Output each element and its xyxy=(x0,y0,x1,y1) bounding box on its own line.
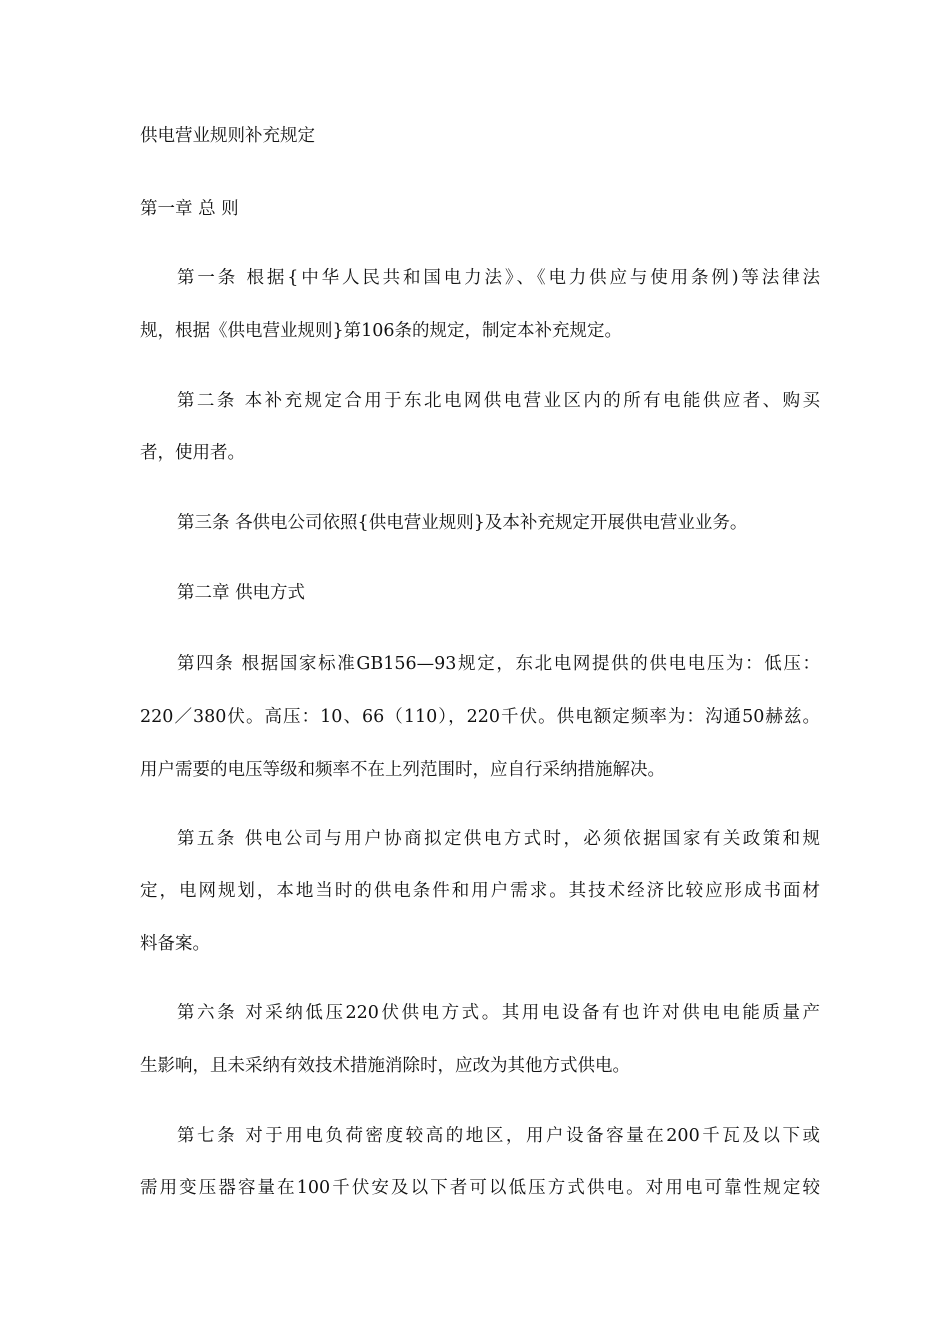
article-7-line-1: 第七条 对于用电负荷密度较高的地区，用户设备容量在200千瓦及以下或 xyxy=(177,1126,820,1146)
article-3-line-1: 第三条 各供电公司依照{供电营业规则}及本补充规定开展供电营业业务。 xyxy=(177,513,748,533)
article-1-line-2: 规，根据《供电营业规则}第106条的规定，制定本补充规定。 xyxy=(140,321,623,341)
article-6-line-1: 第六条 对采纳低压220伏供电方式。其用电设备有也许对供电电能质量产 xyxy=(177,1003,820,1023)
article-4-line-1: 第四条 根据国家标准GB156—93规定，东北电网提供的供电电压为：低压： xyxy=(177,654,820,674)
chapter-1-heading: 第一章 总 则 xyxy=(140,199,239,219)
article-1-line-1: 第一条 根据{中华人民共和国电力法》、《电力供应与使用条例)等法律法 xyxy=(177,268,820,288)
article-2-line-2: 者，使用者。 xyxy=(140,443,245,463)
article-6-line-2: 生影响，且未采纳有效技术措施消除时，应改为其他方式供电。 xyxy=(140,1056,630,1076)
article-5-line-2: 定，电网规划，本地当时的供电条件和用户需求。其技术经济比较应形成书面材 xyxy=(140,881,820,901)
article-2-line-1: 第二条 本补充规定合用于东北电网供电营业区内的所有电能供应者、购买 xyxy=(177,391,820,411)
article-5-line-1: 第五条 供电公司与用户协商拟定供电方式时，必须依据国家有关政策和规 xyxy=(177,829,820,849)
article-4-line-3: 用户需要的电压等级和频率不在上列范围时，应自行采纳措施解决。 xyxy=(140,760,665,780)
article-7-line-2: 需用变压器容量在100千伏安及以下者可以低压方式供电。对用电可靠性规定较 xyxy=(140,1178,820,1198)
document-title: 供电营业规则补充规定 xyxy=(140,126,315,146)
article-5-line-3: 料备案。 xyxy=(140,934,210,954)
article-4-line-2: 220／380伏。高压：10、66（110），220千伏。供电额定频率为：沟通50赫兹。 xyxy=(140,707,820,727)
chapter-2-heading: 第二章 供电方式 xyxy=(177,583,306,603)
